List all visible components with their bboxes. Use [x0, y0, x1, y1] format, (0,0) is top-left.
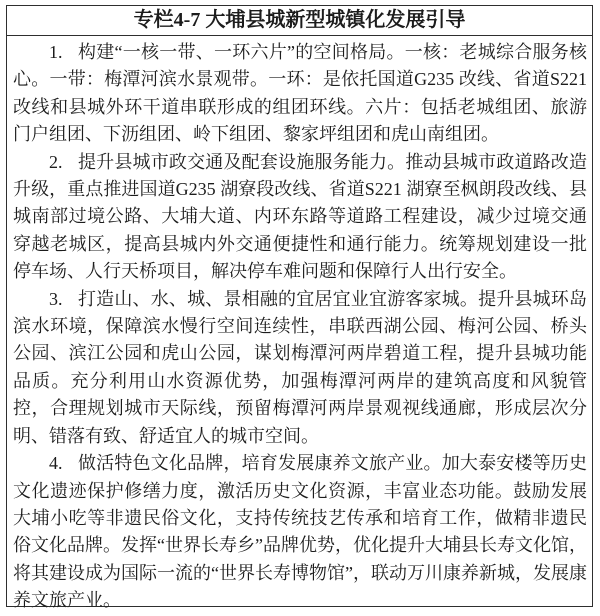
paragraph-text: 提升县城市政交通及配套设施服务能力。推动县城市政道路改造升级，重点推进国道G235 湖寮段改线、省道S221 湖寮至枫朗段改线、县城南部过境公路、大埔大道、内环东路等道路工程建设，减少过境交通穿越老城区，提高县城内外交通便捷性和通行能力。统筹规划建设一批停车场、人行天桥项目，解决停车难问题和保障行人出行安全。: [13, 151, 587, 282]
paragraph-text: 打造山、水、城、景相融的宜居宜业宜游客家城。提升县城环岛滨水环境，保障滨水慢行空间连续性，串联西湖公园、梅河公园、桥头公园、滨江公园和虎山公园，谋划梅潭河两岸碧道工程，提升县城功能品质。充分利用山水资源优势，加强梅潭河两岸的建筑高度和风貌管控，合理规划城市天际线，预留梅潭河两岸景观视线通廊，形成层次分明、错落有致、舒适宜人的城市空间。: [13, 288, 587, 446]
paragraph-text: 做活特色文化品牌，培育发展康养文旅产业。加大泰安楼等历史文化遗迹保护修缮力度，激活历史文化资源，丰富业态功能。鼓励发展大埔小吃等非遗民俗文化，支持传统技艺传承和培育工作，做精非遗民俗文化品牌。发挥“世界长寿乡”品牌优势，优化提升大埔县长寿文化馆，将其建设成为国际一流的“世界长寿博物馆”，联动万川康养新城，发展康养文旅产业。: [13, 453, 587, 611]
paragraph: [13, 39, 587, 149]
panel-title: 专栏4-7 大埔县城新型城镇化发展引导: [7, 6, 592, 36]
paragraph-text: 构建“一核一带、一环六片”的空间格局。一核：老城综合服务核心。一带：梅潭河滨水景观带。一环：是依托国道G235 改线、省道S221 改线和县城外环干道串联形成的组团环线。六片：包括老城组团、旅游门户组团、下沥组团、岭下组团、黎家坪组团和虎山南组团。: [13, 42, 587, 145]
paragraph: [13, 286, 587, 450]
paragraph: [13, 149, 587, 286]
paragraph-number: 1.: [49, 42, 63, 62]
paragraph-number: 4.: [49, 453, 63, 474]
paragraph-number: 3.: [49, 288, 63, 309]
panel-body: [7, 36, 592, 615]
paragraph-number: 2.: [49, 151, 63, 172]
column-panel: [6, 5, 593, 611]
paragraph: [13, 450, 587, 614]
